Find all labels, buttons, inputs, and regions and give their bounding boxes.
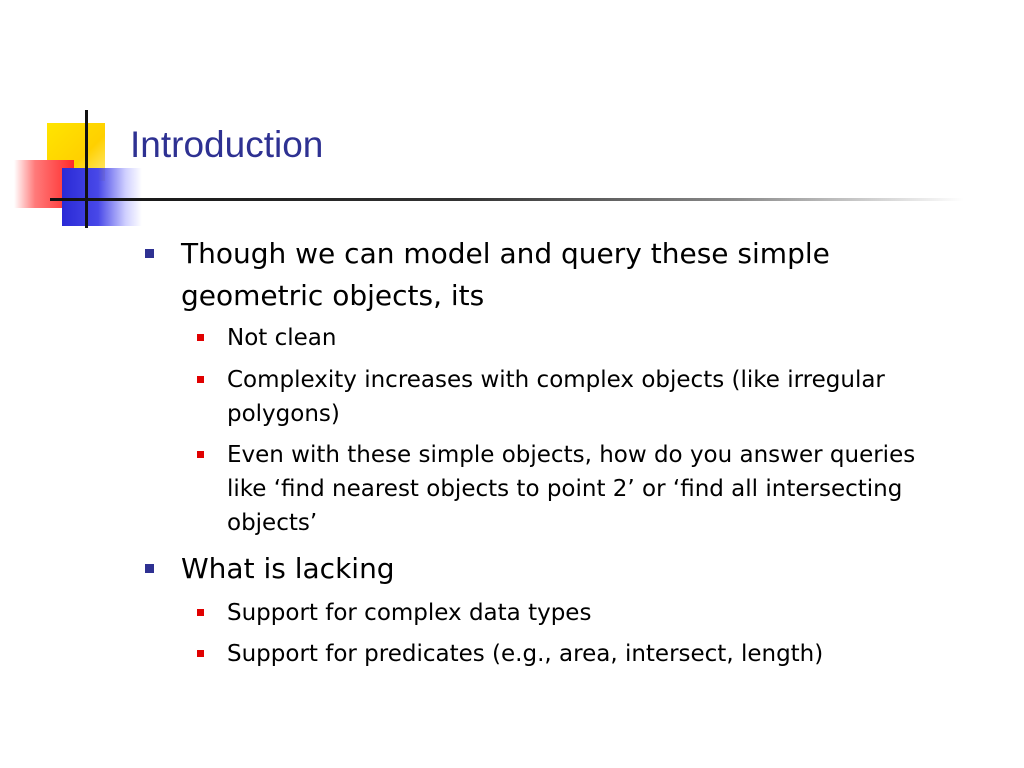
subbullet-text: Support for predicates (e.g., area, intersect, length) bbox=[227, 641, 824, 667]
subbullet-text: Complexity increases with complex objects (like irregular polygons) bbox=[227, 367, 885, 427]
subbullet-item bbox=[227, 438, 957, 540]
square-bullet-icon bbox=[197, 451, 204, 458]
title-underline-rule bbox=[50, 198, 964, 201]
blue-square-decoration bbox=[62, 168, 142, 226]
vertical-rule bbox=[85, 110, 88, 228]
subbullet-item bbox=[227, 363, 957, 431]
square-bullet-icon bbox=[197, 334, 204, 341]
subbullet-item bbox=[227, 321, 957, 355]
subbullet-text: Not clean bbox=[227, 325, 337, 351]
square-bullet-icon bbox=[197, 609, 204, 616]
slide-title: Introduction bbox=[130, 124, 324, 165]
square-bullet-icon bbox=[145, 564, 154, 573]
title-decoration bbox=[0, 0, 200, 240]
subbullet-text: Even with these simple objects, how do you answer queries like ‘find nearest objects to point 2’ or ‘find all intersecting objects’ bbox=[227, 442, 916, 536]
subbullet-text: Support for complex data types bbox=[227, 600, 592, 626]
subbullet-item bbox=[227, 637, 957, 671]
bullet-text: Though we can model and query these simple geometric objects, its bbox=[181, 237, 830, 312]
square-bullet-icon bbox=[197, 376, 204, 383]
bullet-item bbox=[181, 548, 941, 590]
square-bullet-icon bbox=[197, 650, 204, 657]
square-bullet-icon bbox=[145, 249, 154, 258]
bullet-text: What is lacking bbox=[181, 552, 395, 585]
bullet-item bbox=[181, 233, 941, 317]
subbullet-item bbox=[227, 596, 957, 630]
